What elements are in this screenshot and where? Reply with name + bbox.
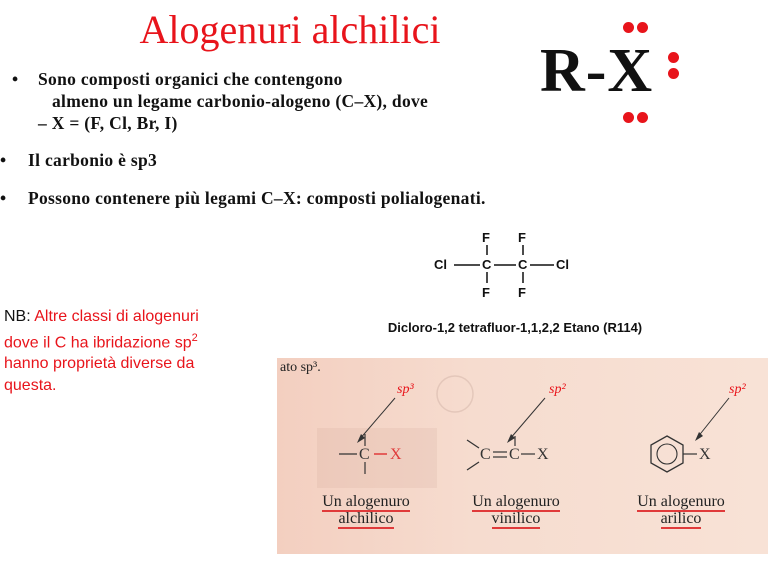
bullet-text: Possono contenere più legami C–X: composti polialogenati.	[28, 188, 486, 208]
rx-lewis-formula	[540, 36, 700, 106]
lone-pair-dot	[637, 22, 648, 33]
atom-f: F	[482, 230, 490, 245]
label-line: alchilico	[338, 510, 394, 527]
note-text: Altre classi di alogenuri	[34, 308, 199, 325]
bond-line	[467, 462, 479, 470]
atom-x: X	[699, 446, 711, 463]
atom-c: C	[509, 446, 520, 463]
note-text: dove il C ha ibridazione sp	[4, 333, 192, 351]
slide-title: Alogenuri alchilici	[139, 7, 441, 52]
note-superscript: 2	[191, 331, 198, 344]
arrow-line	[509, 398, 545, 440]
atom-cl: Cl	[556, 257, 569, 272]
bullet-text	[38, 68, 518, 134]
atom-f: F	[518, 285, 526, 300]
textbook-header: ato sp³.	[280, 360, 321, 375]
arrow-head	[507, 434, 515, 443]
benzene-ring	[651, 436, 683, 472]
note-line	[4, 328, 264, 354]
bond-line	[467, 440, 479, 448]
note-block	[4, 306, 264, 396]
bullet-dot: •	[12, 69, 19, 89]
atom-cl: Cl	[434, 257, 447, 272]
lone-pair-dot	[668, 52, 679, 63]
lone-pair-dot	[637, 112, 648, 123]
bullet-dot: •	[0, 150, 7, 170]
sp2-label: sp²	[549, 382, 566, 397]
molecule-caption: Dicloro-1,2 tetrafluor-1,1,2,2 Etano (R114)	[387, 320, 643, 335]
label-vinyl-halide	[457, 493, 575, 527]
bullet-line: almeno un legame carbonio-alogeno (C–X), dove	[52, 91, 429, 111]
atom-c: C	[480, 446, 491, 463]
atom-x: X	[390, 446, 402, 463]
faint-ring	[437, 376, 473, 412]
bullet-text: Il carbonio è sp3	[28, 150, 158, 170]
lone-pair-dot	[668, 68, 679, 79]
arrow-line	[697, 398, 729, 438]
lone-pair-dot	[623, 112, 634, 123]
atom-c: C	[359, 446, 370, 463]
note-line: questa.	[4, 376, 57, 394]
atom-f: F	[482, 285, 490, 300]
note-line: hanno proprietà diverse da	[4, 355, 195, 373]
label-line: Un alogenuro	[637, 493, 725, 510]
aromatic-circle	[657, 444, 677, 464]
textbook-figure	[277, 358, 768, 554]
sp2-label: sp²	[729, 382, 746, 397]
rx-formula-text: R-X	[540, 37, 654, 105]
label-line: arilico	[660, 510, 702, 527]
arrow-head	[695, 432, 703, 441]
bullet-line: Sono composti organici che contengono	[38, 69, 343, 89]
label-aryl-halide	[622, 493, 740, 527]
faint-block	[317, 428, 437, 488]
atom-c: C	[518, 257, 528, 272]
label-line: Un alogenuro	[322, 493, 410, 510]
atom-f: F	[518, 230, 526, 245]
label-line: vinilico	[491, 510, 541, 527]
r114-structure-diagram	[420, 228, 590, 303]
label-alkyl-halide	[307, 493, 425, 527]
sp3-label: sp³	[397, 382, 414, 397]
atom-c: C	[482, 257, 492, 272]
label-line: Un alogenuro	[472, 493, 560, 510]
atom-x: X	[537, 446, 549, 463]
bullet-line: – X = (F, Cl, Br, I)	[38, 113, 178, 133]
lone-pair-dot	[623, 22, 634, 33]
note-line	[4, 306, 264, 328]
bullet-dot: •	[0, 188, 7, 208]
note-prefix: NB:	[4, 308, 31, 325]
